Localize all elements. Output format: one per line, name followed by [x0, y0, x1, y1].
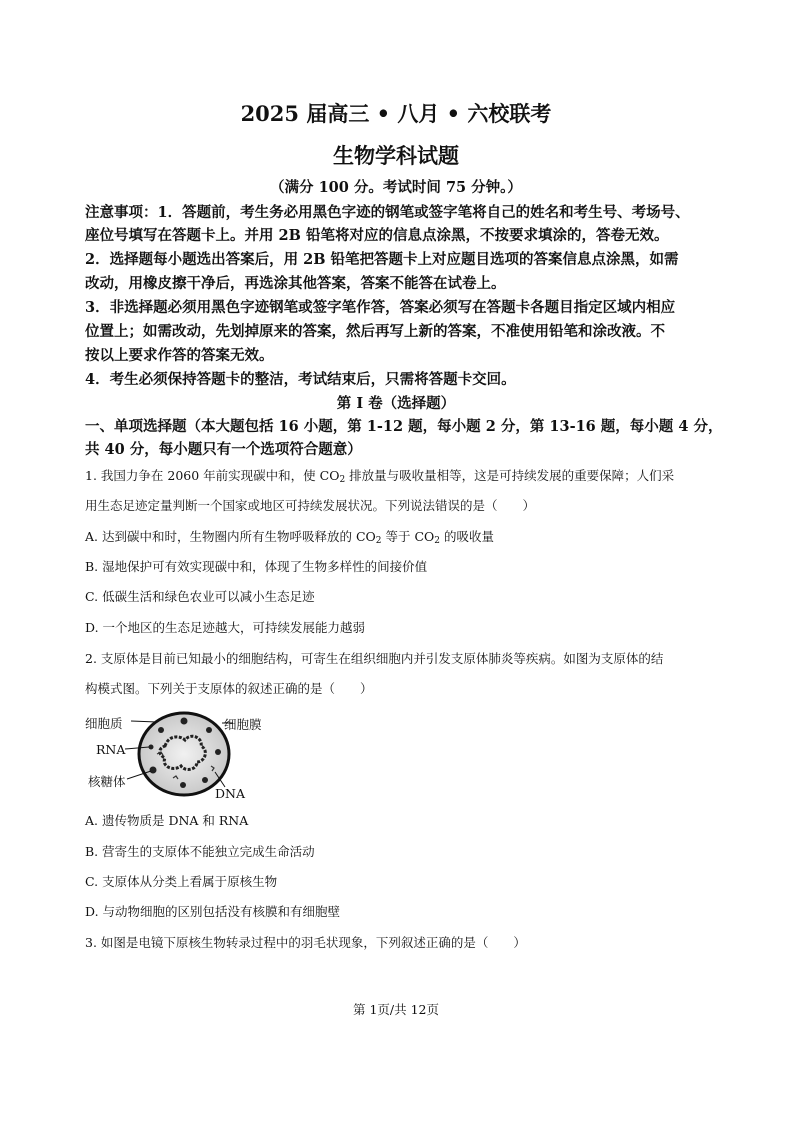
section-heading: 共 40 分，每小题只有一个选项符合题意）	[85, 441, 362, 458]
label-rna: RNA	[96, 742, 126, 757]
question-3-stem: 3. 如图是电镜下原核生物转录过程中的羽毛状现象，下列叙述正确的是（ ）	[85, 935, 526, 950]
notice-line: 2．选择题每小题选出答案后，用 2B 铅笔把答题卡上对应题目选项的答案信息点涂黑，如需	[85, 251, 679, 268]
notice-line: 改动，用橡皮擦干净后，再选涂其他答案，答案不能答在试卷上。	[85, 275, 506, 292]
option-b[interactable]: B. 营寄生的支原体不能独立完成生命活动	[85, 844, 315, 859]
page-number: 第 1页/共 12页	[352, 1002, 440, 1017]
label-membrane: 细胞膜	[224, 717, 262, 732]
option-text: 等于 CO	[381, 529, 435, 544]
part-title: 第 I 卷（选择题）	[336, 395, 456, 412]
subject-title: 生物学科试题	[333, 143, 459, 168]
option-d[interactable]: D. 一个地区的生态足迹越大，可持续发展能力越弱	[85, 620, 366, 635]
exam-title: 2025 届高三 • 八月 • 六校联考	[240, 101, 552, 126]
option-text: 的吸收量	[440, 529, 494, 544]
notice-line: 位置上；如需改动，先划掉原来的答案，然后再写上新的答案，不准使用铅笔和涂改液。不	[85, 323, 665, 340]
question-stem	[85, 466, 674, 485]
notice-line: 注意事项：1．答题前，考生务必用黑色字迹的钢笔或签字笔将自己的姓名和考生号、考场号、	[85, 204, 690, 221]
option-text: A. 达到碳中和时，生物圈内所有生物呼吸释放的 CO	[85, 529, 376, 544]
option-a[interactable]: A. 遗传物质是 DNA 和 RNA	[85, 813, 249, 828]
subscript: 2	[375, 536, 382, 546]
subscript: 2	[339, 475, 346, 485]
exam-meta: （满分 100 分。考试时间 75 分钟。）	[270, 179, 522, 196]
section-heading: 一、单项选择题（本大题包括 16 小题，第 1-12 题，每小题 2 分，第 13-16 题，每小题 4 分，	[85, 418, 723, 435]
question-stem: 构模式图。下列关于支原体的叙述正确的是（ ）	[85, 681, 373, 696]
option-c[interactable]: C. 支原体从分类上看属于原核生物	[85, 874, 278, 889]
notice-line: 按以上要求作答的答案无效。	[85, 347, 274, 364]
option-a[interactable]	[85, 527, 494, 546]
stem-text: 排放量与吸收量相等，这是可持续发展的重要保障；人们采	[345, 468, 675, 483]
stem-text: 1. 我国力争在 2060 年前实现碳中和，使 CO	[85, 468, 340, 483]
option-c[interactable]: C. 低碳生活和绿色农业可以减小生态足迹	[85, 589, 315, 604]
notice-line: 3．非选择题必须用黑色字迹钢笔或签字笔作答，答案必须写在答题卡各题目指定区域内相应	[85, 299, 676, 316]
mycoplasma-diagram	[85, 710, 260, 802]
label-cytoplasm: 细胞质	[85, 716, 123, 731]
option-b[interactable]: B. 湿地保护可有效实现碳中和，体现了生物多样性的间接价值	[85, 559, 428, 574]
label-ribosome: 核糖体	[88, 774, 126, 789]
option-d[interactable]: D. 与动物细胞的区别包括没有核膜和有细胞壁	[85, 904, 341, 919]
notice-line: 座位号填写在答题卡上。并用 2B 铅笔将对应的信息点涂黑，不按要求填涂的，答卷无效。	[85, 227, 669, 244]
notice-line: 4．考生必须保持答题卡的整洁，考试结束后，只需将答题卡交回。	[85, 371, 516, 388]
label-dna: DNA	[215, 786, 245, 801]
question-stem: 用生态足迹定量判断一个国家或地区可持续发展状况。下列说法错误的是（ ）	[85, 498, 536, 513]
question-stem: 2. 支原体是目前已知最小的细胞结构，可寄生在组织细胞内并引发支原体肺炎等疾病。如图为支原体的结	[85, 651, 664, 666]
subscript: 2	[434, 536, 440, 546]
